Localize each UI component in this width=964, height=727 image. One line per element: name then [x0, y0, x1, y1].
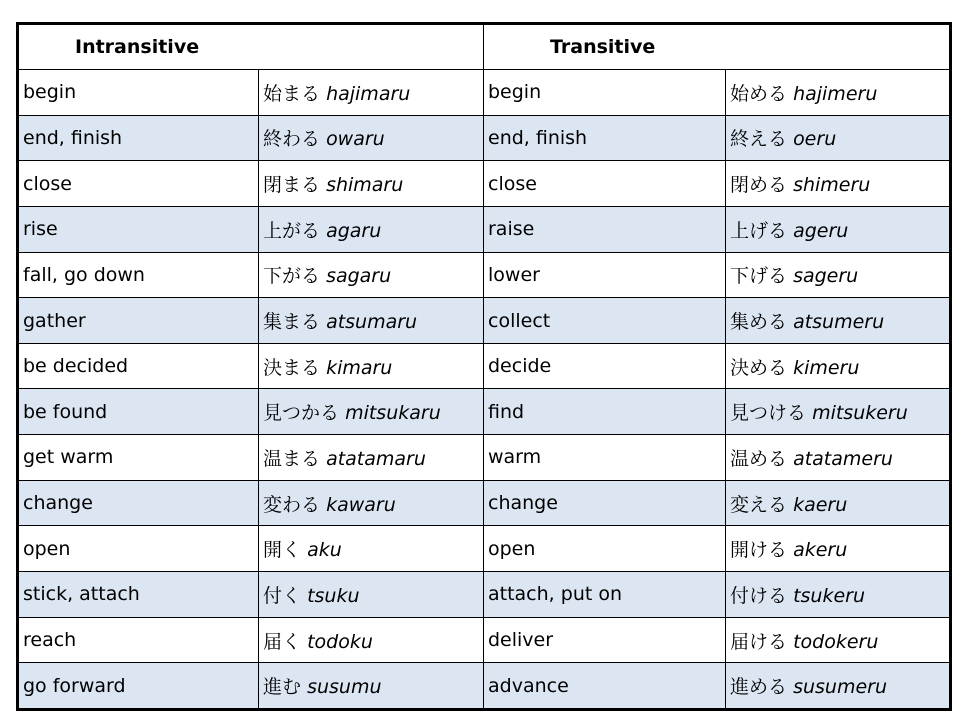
- romaji-reading: agaru: [326, 219, 382, 242]
- japanese-verb: 届く: [263, 630, 302, 653]
- romaji-reading: susumu: [307, 676, 382, 699]
- transitive-english-cell: end, finish: [484, 115, 726, 161]
- intransitive-english-cell: change: [18, 480, 259, 526]
- intransitive-english-cell: go forward: [18, 663, 259, 710]
- transitive-japanese-cell: [726, 343, 951, 389]
- romaji-reading: sagaru: [326, 265, 392, 288]
- romaji-reading: owaru: [326, 128, 385, 151]
- intransitive-japanese-cell: [259, 115, 484, 161]
- japanese-verb: 見つかる: [263, 402, 340, 425]
- japanese-verb: 決まる: [263, 356, 321, 379]
- intransitive-japanese-cell: [259, 617, 484, 663]
- table-row: [18, 480, 951, 526]
- table-row: [18, 663, 951, 710]
- intransitive-english-cell: begin: [18, 70, 259, 116]
- japanese-verb: 届ける: [730, 630, 788, 653]
- transitive-japanese-cell: [726, 663, 951, 710]
- romaji-reading: hajimaru: [326, 82, 411, 105]
- table-row: [18, 343, 951, 389]
- transitive-english-cell: begin: [484, 70, 726, 116]
- japanese-verb: 始める: [730, 82, 788, 105]
- romaji-reading: susumeru: [793, 676, 887, 699]
- intransitive-japanese-cell: [259, 343, 484, 389]
- transitive-japanese-cell: [726, 617, 951, 663]
- transitive-japanese-cell: [726, 572, 951, 618]
- table-header-row: [18, 24, 951, 70]
- romaji-reading: todokeru: [793, 630, 879, 653]
- transitive-english-cell: attach, put on: [484, 572, 726, 618]
- romaji-reading: kimeru: [793, 356, 860, 379]
- transitive-japanese-cell: [726, 161, 951, 207]
- romaji-reading: akeru: [793, 539, 848, 562]
- intransitive-english-cell: open: [18, 526, 259, 572]
- romaji-reading: sageru: [793, 265, 859, 288]
- verb-pairs-table: [16, 22, 952, 711]
- table-body: [18, 70, 951, 710]
- intransitive-english-cell: be found: [18, 389, 259, 435]
- transitive-japanese-cell: [726, 206, 951, 252]
- japanese-verb: 終える: [730, 128, 788, 151]
- japanese-verb: 変わる: [263, 493, 321, 516]
- table-row: [18, 115, 951, 161]
- intransitive-english-cell: reach: [18, 617, 259, 663]
- romaji-reading: oeru: [793, 128, 837, 151]
- table-row: [18, 206, 951, 252]
- table-row: [18, 435, 951, 481]
- intransitive-japanese-cell: [259, 206, 484, 252]
- romaji-reading: shimaru: [326, 174, 404, 197]
- japanese-verb: 温まる: [263, 447, 321, 470]
- transitive-japanese-cell: [726, 115, 951, 161]
- intransitive-english-cell: close: [18, 161, 259, 207]
- japanese-verb: 決める: [730, 356, 788, 379]
- transitive-english-cell: change: [484, 480, 726, 526]
- transitive-english-cell: decide: [484, 343, 726, 389]
- romaji-reading: atsumaru: [326, 311, 418, 334]
- intransitive-japanese-cell: [259, 252, 484, 298]
- transitive-english-cell: raise: [484, 206, 726, 252]
- romaji-reading: todoku: [307, 630, 373, 653]
- japanese-verb: 温める: [730, 447, 788, 470]
- romaji-reading: tsukeru: [793, 584, 865, 607]
- japanese-verb: 集める: [730, 311, 788, 334]
- japanese-verb: 進める: [730, 676, 788, 699]
- romaji-reading: kaeru: [793, 493, 848, 516]
- intransitive-english-cell: fall, go down: [18, 252, 259, 298]
- intransitive-japanese-cell: [259, 663, 484, 710]
- japanese-verb: 付く: [263, 584, 302, 607]
- table-row: [18, 252, 951, 298]
- table-row: [18, 617, 951, 663]
- japanese-verb: 進む: [263, 676, 302, 699]
- intransitive-japanese-cell: [259, 480, 484, 526]
- japanese-verb: 集まる: [263, 311, 321, 334]
- transitive-japanese-cell: [726, 389, 951, 435]
- japanese-verb: 始まる: [263, 82, 321, 105]
- table-row: [18, 70, 951, 116]
- table-row: [18, 526, 951, 572]
- intransitive-english-cell: get warm: [18, 435, 259, 481]
- intransitive-japanese-cell: [259, 435, 484, 481]
- transitive-english-cell: lower: [484, 252, 726, 298]
- japanese-verb: 開く: [263, 539, 302, 562]
- intransitive-japanese-cell: [259, 70, 484, 116]
- intransitive-japanese-cell: [259, 572, 484, 618]
- intransitive-japanese-cell: [259, 526, 484, 572]
- intransitive-english-cell: end, finish: [18, 115, 259, 161]
- romaji-reading: ageru: [793, 219, 849, 242]
- header-transitive: Transitive: [484, 24, 951, 70]
- transitive-japanese-cell: [726, 252, 951, 298]
- transitive-english-cell: deliver: [484, 617, 726, 663]
- intransitive-japanese-cell: [259, 298, 484, 344]
- transitive-japanese-cell: [726, 70, 951, 116]
- transitive-japanese-cell: [726, 480, 951, 526]
- japanese-verb: 上げる: [730, 219, 788, 242]
- transitive-english-cell: open: [484, 526, 726, 572]
- table-row: [18, 572, 951, 618]
- header-intransitive: Intransitive: [18, 24, 484, 70]
- japanese-verb: 下がる: [263, 265, 321, 288]
- table-row: [18, 389, 951, 435]
- romaji-reading: mitsukaru: [345, 402, 441, 425]
- transitive-japanese-cell: [726, 298, 951, 344]
- intransitive-english-cell: stick, attach: [18, 572, 259, 618]
- transitive-english-cell: collect: [484, 298, 726, 344]
- japanese-verb: 付ける: [730, 584, 788, 607]
- japanese-verb: 下げる: [730, 265, 788, 288]
- intransitive-japanese-cell: [259, 389, 484, 435]
- japanese-verb: 見つける: [730, 402, 807, 425]
- romaji-reading: kimaru: [326, 356, 393, 379]
- japanese-verb: 開ける: [730, 539, 788, 562]
- table-row: [18, 161, 951, 207]
- romaji-reading: kawaru: [326, 493, 396, 516]
- intransitive-japanese-cell: [259, 161, 484, 207]
- transitive-english-cell: close: [484, 161, 726, 207]
- romaji-reading: shimeru: [793, 174, 871, 197]
- japanese-verb: 終わる: [263, 128, 321, 151]
- romaji-reading: mitsukeru: [812, 402, 908, 425]
- transitive-english-cell: find: [484, 389, 726, 435]
- japanese-verb: 閉める: [730, 174, 788, 197]
- japanese-verb: 閉まる: [263, 174, 321, 197]
- romaji-reading: atatameru: [793, 447, 893, 470]
- japanese-verb: 変える: [730, 493, 788, 516]
- transitive-english-cell: warm: [484, 435, 726, 481]
- romaji-reading: atsumeru: [793, 311, 885, 334]
- transitive-japanese-cell: [726, 435, 951, 481]
- intransitive-english-cell: rise: [18, 206, 259, 252]
- japanese-verb: 上がる: [263, 219, 321, 242]
- romaji-reading: hajimeru: [793, 82, 878, 105]
- romaji-reading: atatamaru: [326, 447, 426, 470]
- intransitive-english-cell: gather: [18, 298, 259, 344]
- romaji-reading: aku: [307, 539, 342, 562]
- intransitive-english-cell: be decided: [18, 343, 259, 389]
- romaji-reading: tsuku: [307, 584, 360, 607]
- transitive-english-cell: advance: [484, 663, 726, 710]
- transitive-japanese-cell: [726, 526, 951, 572]
- table-row: [18, 298, 951, 344]
